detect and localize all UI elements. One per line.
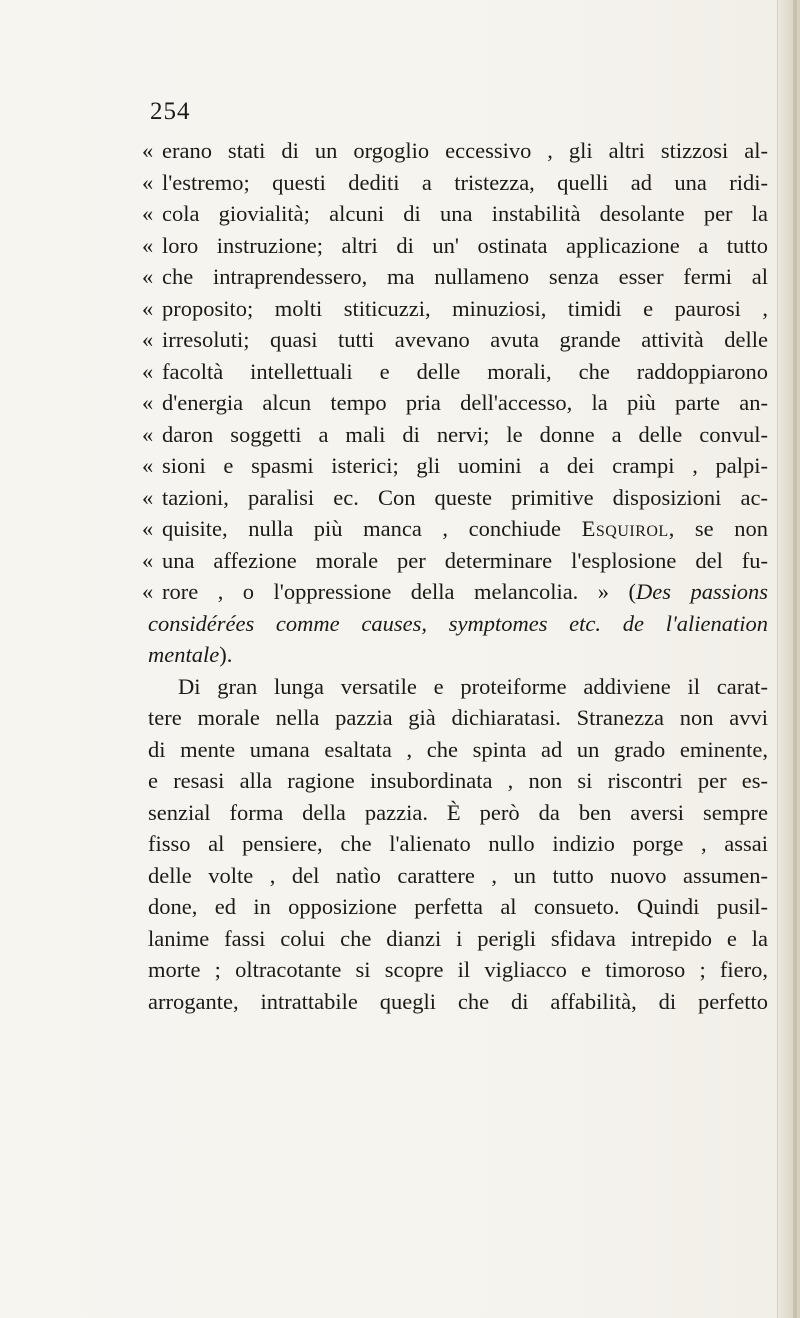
line-text: una affezione morale per determinare l'esplosione del fu- [162, 547, 768, 573]
text-line [142, 230, 768, 262]
quote-mark: « [142, 264, 154, 289]
page-number: 254 [150, 98, 191, 125]
text-line [142, 261, 768, 293]
text-line [142, 135, 768, 167]
line-text: che intraprendessero, ma nullameno senza esser fermi al [162, 264, 768, 289]
quote-mark: « [142, 327, 154, 352]
paragraph-line: fisso al pensiere, che l'alienato nullo indizio porge , assai [148, 831, 768, 856]
paragraph-line: lanime fassi colui che dianzi i perigli sfidava intrepido e la [148, 925, 768, 951]
quote-mark: « [142, 421, 154, 447]
line-text: daron soggetti a mali di nervi; le donne a delle convul- [162, 421, 768, 447]
paragraph-line: morte ; oltracotante si scopre il vigliacco e timoroso ; fiero, [148, 957, 768, 982]
quote-mark: « [142, 201, 154, 226]
quote-mark: « [142, 516, 154, 541]
quote-mark: « [142, 453, 154, 478]
line-text: sioni e spasmi isterici; gli uomini a dei crampi , palpi- [162, 453, 768, 478]
quote-mark: « [142, 547, 154, 573]
line-text: loro instruzione; altri di un' ostinata applicazione a tutto [162, 232, 768, 258]
paragraph-line: tere morale nella pazzia già dichiaratasi. Stranezza non avvi [148, 705, 768, 730]
text-line [148, 608, 768, 640]
text-line [142, 324, 768, 356]
line-text: , se non [668, 516, 768, 541]
text-line [148, 639, 768, 671]
quote-mark: « [142, 295, 154, 321]
text-line [142, 293, 768, 325]
line-text: tazioni, paralisi ec. Con queste primitive disposizioni ac- [162, 484, 768, 510]
citation-title: considérées comme causes, symptomes etc. de l'alienation [148, 610, 768, 636]
line-text: irresoluti; quasi tutti avevano avuta grande attività delle [162, 327, 768, 352]
paragraph-line: arrogante, intrattabile quegli che di affabilità, di perfetto [148, 988, 768, 1014]
text-line [142, 513, 768, 545]
adjacent-page-edge [777, 0, 800, 1318]
text-line [142, 167, 768, 199]
quote-mark: « [142, 358, 154, 384]
line-text: rore , o l'oppressione della melancolia. » ( [162, 579, 636, 604]
paragraph-line: e resasi alla ragione insubordinata , non si riscontri per es- [148, 768, 768, 793]
text-line [142, 450, 768, 482]
text-line [142, 482, 768, 514]
page-edge-shadow [793, 0, 797, 1318]
line-text: d'energia alcun tempo pria dell'accesso, la più parte an- [162, 390, 768, 415]
paragraph-line: done, ed in opposizione perfetta al consueto. Quindi pusil- [148, 894, 768, 919]
quote-mark: « [142, 484, 154, 510]
quote-mark: « [142, 138, 154, 163]
paragraph-line: Di gran lunga versatile e proteiforme addiviene il carat- [178, 673, 768, 699]
line-text: proposito; molti stiticuzzi, minuziosi, timidi e paurosi , [162, 295, 768, 321]
author-name: Esquirol [581, 516, 669, 541]
line-text: l'estremo; questi dediti a tristezza, quelli ad una ridi- [162, 169, 768, 195]
text-line [142, 356, 768, 388]
text-line [142, 419, 768, 451]
citation-title: Des passions [636, 579, 768, 604]
text-line [142, 576, 768, 608]
quote-mark: « [142, 232, 154, 258]
citation-title: mentale [148, 642, 220, 667]
quote-mark: « [142, 579, 154, 604]
line-text: quisite, nulla più manca , conchiude [162, 516, 582, 541]
quote-mark: « [142, 169, 154, 195]
line-text: cola giovialità; alcuni di una instabilità desolante per la [162, 201, 768, 226]
text-line [142, 387, 768, 419]
body-text [142, 135, 768, 1017]
paragraph-line: senzial forma della pazzia. È però da ben aversi sempre [148, 799, 768, 825]
line-text: facoltà intellettuali e delle morali, che raddoppiarono [162, 358, 768, 384]
line-text: erano stati di un orgoglio eccessivo , gli altri stizzosi al- [162, 138, 768, 163]
line-text: ). [219, 642, 233, 667]
text-line [142, 545, 768, 577]
paragraph-line: delle volte , del natìo carattere , un tutto nuovo assumen- [148, 862, 768, 888]
text-line [142, 198, 768, 230]
paragraph-line: di mente umana esaltata , che spinta ad un grado eminente, [148, 736, 768, 762]
quote-mark: « [142, 390, 154, 415]
